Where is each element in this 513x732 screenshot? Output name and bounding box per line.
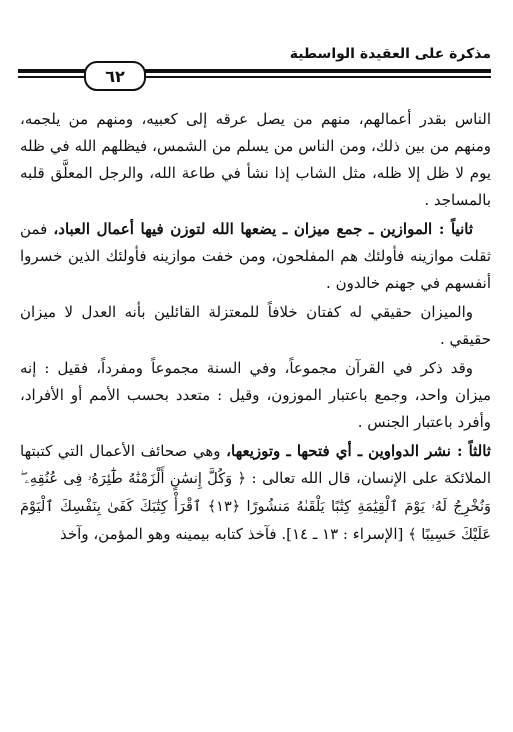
book-title: مذكرة على العقيدة الواسطية [289, 46, 491, 62]
page-number: ٦٢ [84, 61, 146, 91]
page-body [20, 106, 491, 551]
paragraph-text: فمن ثقلت موازينه فأولئك هم المفلحون، ومن خفت موازينه فأولئك الذين خسروا أنفسهم في جهنم خالدون . [20, 220, 491, 292]
verse-reference: [الإسراء : ١٣ ـ ١٤]. فآخذ كتابه بيمينه وهو المؤمن، وآخذ [60, 525, 409, 543]
paragraph-scales [20, 216, 491, 297]
paragraph-scale-plural [20, 355, 491, 436]
paragraph-scale-real [20, 299, 491, 353]
quran-verse: ﴿ وَكُلَّ إِنسَٰنٍ أَلْزَمْنَٰهُ طَٰٓئِرَهُۥ فِى عُنُقِهِۦ ۖ وَنُخْرِجُ لَهُۥ يَوْمَ ٱلْقِيَٰمَةِ كِتَٰبًا يَلْقَىٰهُ مَنشُورًا ﴿١٣﴾ ٱقْرَأْ كِتَٰبَكَ كَفَىٰ بِنَفْسِكَ ٱلْيَوْمَ عَلَيْكَ حَسِيبًا ﴾ [20, 471, 491, 543]
paragraph-records [20, 438, 491, 549]
paragraph-text: الناس بقدر أعمالهم، منهم من يصل عرقه إلى كعبيه، ومنهم من يلجمه، ومنهم من بين ذلك، ومن الناس من يسلم من الشمس، فيظلهم الله في ظله يوم لا ظل إلا ظله، مثل الشاب إذا نشأ في طاعة الله، والرجل المعلَّق قلبه بالمساجد . [20, 110, 491, 209]
paragraph-text: والميزان حقيقي له كفتان خلافاً للمعتزلة القائلين بأنه العدل لا ميزان حقيقي . [20, 303, 491, 348]
paragraph-text: وهي صحائف الأعمال التي كتبتها الملائكة على الإنسان، قال الله تعالى : [20, 442, 491, 487]
page-header [18, 46, 491, 90]
heading-records: ثالثاً : نشر الدواوين ـ أي فتحها ـ وتوزيعها، [226, 442, 491, 460]
heading-scales: ثانياً : الموازين ـ جمع ميزان ـ يضعها الله لتوزن فيها أعمال العباد، [53, 220, 474, 238]
paragraph-resurrection-sweat [20, 106, 491, 214]
paragraph-text: وقد ذكر في القرآن مجموعاً، وفي السنة مجموعاً ومفرداً، فقيل : إنه ميزان واحد، وجمع باعتبار الموزون، وقيل : متعدد بحسب الأمم أو الأفراد، وأفرد باعتبار الجنس . [20, 359, 491, 431]
